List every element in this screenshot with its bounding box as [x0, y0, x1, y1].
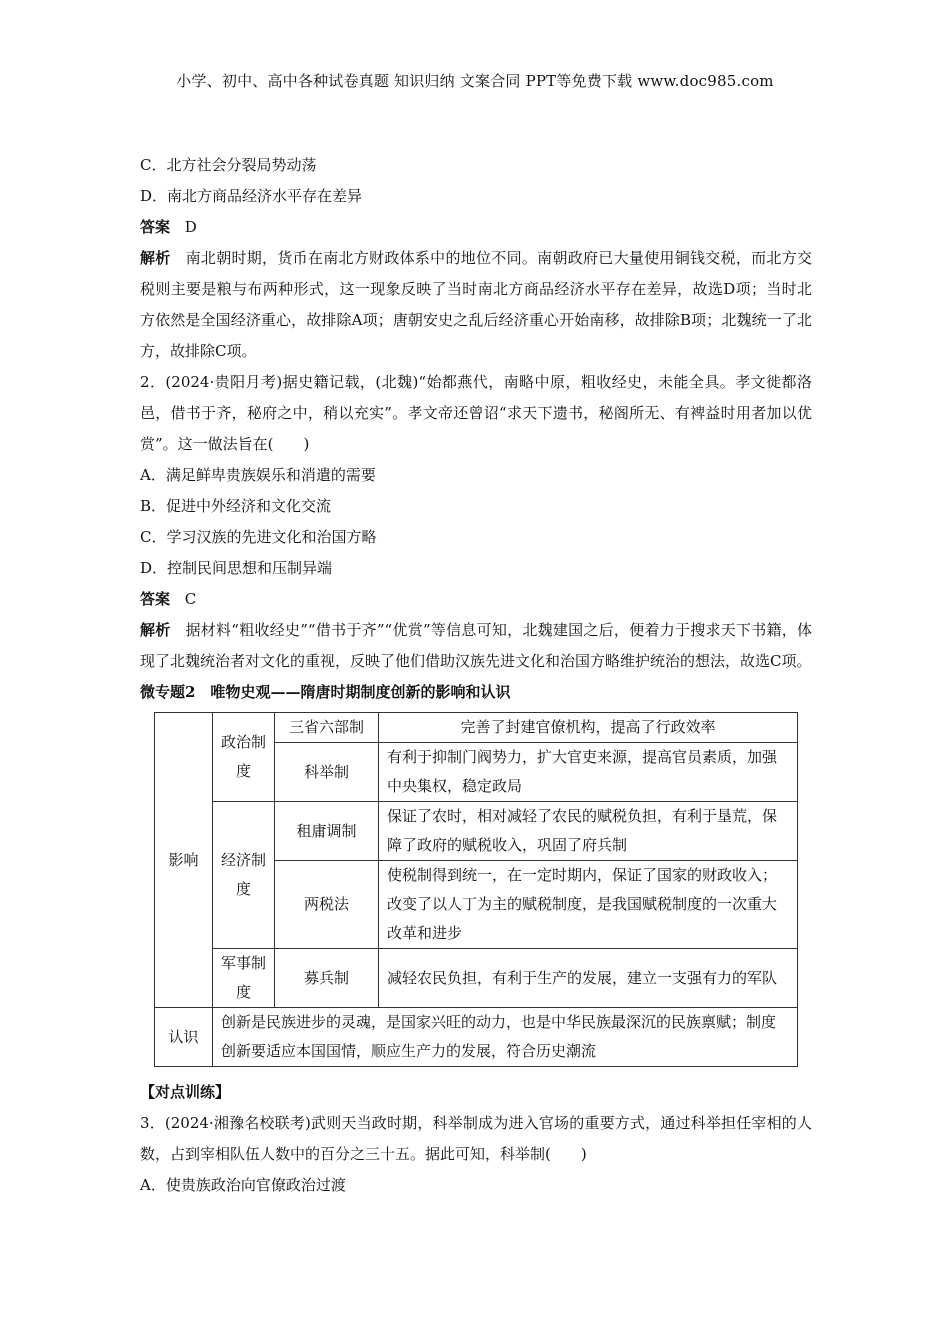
zuyong-cell: 租庸调制: [275, 802, 379, 861]
answer-value: D: [184, 218, 197, 236]
political-cell: 政治制度: [213, 713, 275, 802]
q2-option-a: A．满足鲜卑贵族娱乐和消遣的需要: [140, 466, 376, 484]
economic-cell: 经济制度: [213, 802, 275, 949]
q2-option-b: B．促进中外经济和文化交流: [140, 497, 332, 515]
q1-answer: [140, 212, 812, 243]
keju-text: 有利于抑制门阀势力，扩大官吏来源，提高官员素质，加强中央集权，稳定政局: [379, 743, 798, 802]
q1-analysis: [140, 243, 812, 367]
q2-answer: [140, 584, 812, 615]
military-cell: 军事制度: [213, 949, 275, 1008]
liangshui-cell: 两税法: [275, 861, 379, 949]
answer-label: 答案: [140, 590, 171, 608]
keju-cell: 科举制: [275, 743, 379, 802]
mubing-cell: 募兵制: [275, 949, 379, 1008]
analysis-label: 解析: [140, 249, 171, 267]
recognition-text: 创新是民族进步的灵魂，是国家兴旺的动力，也是中华民族最深沉的民族禀赋；制度创新要适应本国国情，顺应生产力的发展，符合历史潮流: [213, 1008, 798, 1067]
q2-option-d: D．控制民间思想和压制异端: [140, 559, 333, 577]
recognition-cell: 认识: [155, 1008, 213, 1067]
q3-stem: 3．(2024·湘豫名校联考)武则天当政时期，科举制成为进入官场的重要方式，通过科举担任宰相的人数，占到宰相队伍人数中的百分之三十五。据此可知，科举制( ): [140, 1114, 812, 1163]
answer-label: 答案: [140, 218, 171, 236]
sansheng-cell: 三省六部制: [275, 713, 379, 743]
page-content: [140, 150, 812, 1201]
topic-title: 微专题2 唯物史观——隋唐时期制度创新的影响和认识: [140, 683, 511, 701]
analysis-text: 据材料“粗收经史”“借书于齐”“优赏”等信息可知，北魏建国之后，便着力于搜求天下书籍，体现了北魏统治者对文化的重视，反映了他们借助汉族先进文化和治国方略维护统治的想法，故选C项。: [140, 621, 812, 670]
training-title: 【对点训练】: [140, 1083, 231, 1101]
sansheng-text: 完善了封建官僚机构，提高了行政效率: [379, 713, 798, 743]
q3-option-a: A．使贵族政治向官僚政治过渡: [140, 1176, 346, 1194]
q2-analysis: [140, 615, 812, 677]
q2-option-c: C．学习汉族的先进文化和治国方略: [140, 528, 377, 546]
answer-value: C: [184, 590, 197, 608]
zuyong-text: 保证了农时，相对减轻了农民的赋税负担，有利于垦荒，保障了政府的赋税收入，巩固了府兵制: [379, 802, 798, 861]
q1-option-c: C．北方社会分裂局势动荡: [140, 156, 317, 174]
q2-stem: 2．(2024·贵阳月考)据史籍记载，(北魏)“始都燕代，南略中原，粗收经史，未能全具。孝文徙都洛邑，借书于齐，秘府之中，稍以充实”。孝文帝还曾诏“求天下遗书，秘阁所无、有裨益时用者加以优赏”。这一做法旨在( ): [140, 373, 812, 453]
mubing-text: 减轻农民负担，有利于生产的发展，建立一支强有力的军队: [379, 949, 798, 1008]
influence-cell: 影响: [155, 713, 213, 1008]
analysis-text: 南北朝时期，货币在南北方财政体系中的地位不同。南朝政府已大量使用铜钱交税，而北方交税则主要是粮与布两种形式，这一现象反映了当时南北方商品经济水平存在差异，故选D项；当时北方依然是全国经济重心，故排除A项；唐朝安史之乱后经济重心开始南移，故排除B项；北魏统一了北方，故排除C项。: [140, 249, 812, 360]
analysis-label: 解析: [140, 621, 171, 639]
system-table: [154, 712, 798, 1067]
page-header: 小学、初中、高中各种试卷真题 知识归纳 文案合同 PPT等免费下载 www.doc985.com: [176, 72, 774, 90]
q1-option-d: D．南北方商品经济水平存在差异: [140, 187, 363, 205]
liangshui-text: 使税制得到统一，在一定时期内，保证了国家的财政收入；改变了以人丁为主的赋税制度，是我国赋税制度的一次重大改革和进步: [379, 861, 798, 949]
